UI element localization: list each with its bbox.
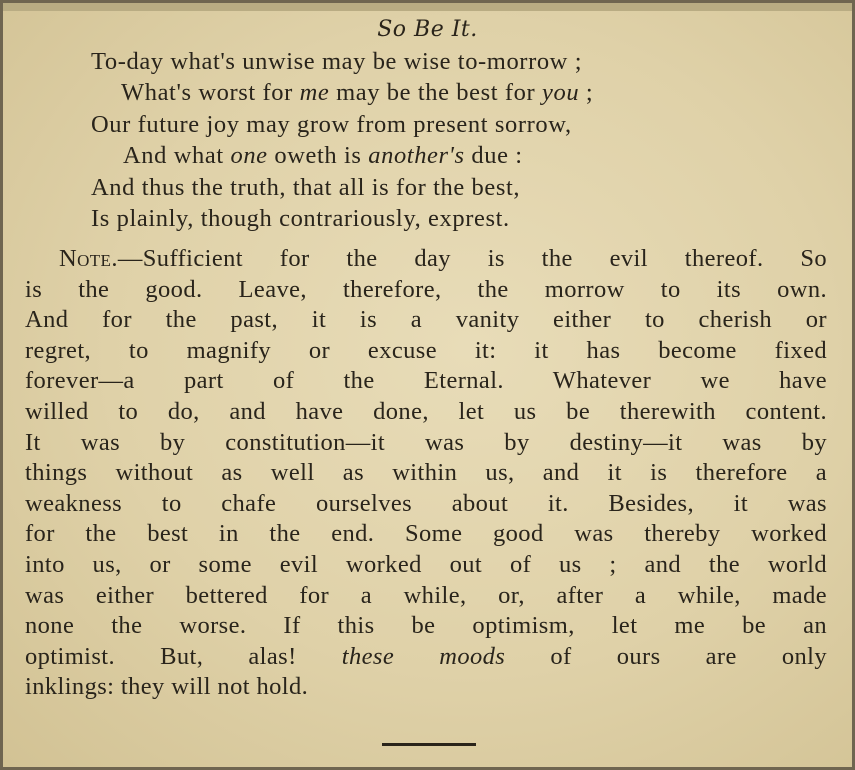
note-line: forever—a part of the Eternal. Whatever we have — [25, 367, 827, 395]
torn-top-edge — [3, 3, 852, 11]
note-line: It was by constitution—it was by destiny—it was by — [25, 428, 827, 456]
poem-line: Is plainly, though contrariously, exprest. — [91, 205, 510, 232]
note-line: into us, or some evil worked out of us ; and the world — [25, 550, 827, 578]
closing-rule — [382, 743, 476, 746]
note-line: And for the past, it is a vanity either to cherish or — [25, 306, 827, 334]
poem-line: Our future joy may grow from present sorrow, — [91, 111, 572, 138]
note-line: for the best in the end. Some good was thereby worked — [25, 520, 827, 548]
note-line: willed to do, and have done, let us be therewith content. — [25, 397, 827, 425]
poem-line: What's worst for me may be the best for you ; — [121, 79, 594, 106]
poem-line: And thus the truth, that all is for the best, — [91, 174, 521, 201]
poem-title: So Be It. — [377, 17, 478, 42]
poem-line: To-day what's unwise may be wise to-morrow ; — [91, 48, 583, 75]
note-line: inklings: they will not hold. — [25, 673, 309, 701]
note-label: Note. — [59, 245, 118, 272]
note-line: none the worse. If this be optimism, let me be an — [25, 612, 827, 640]
italic-phrase: these moods — [341, 642, 506, 670]
note-line: optimist. But, alas! these moods of ours are only — [25, 642, 828, 670]
note-line: Note.—Sufficient for the day is the evil thereof. So — [59, 245, 827, 272]
note-line: was either bettered for a while, or, after a while, made — [25, 581, 827, 609]
poem-line: And what one oweth is another's due : — [123, 142, 523, 169]
note-line: things without as well as within us, and it is therefore a — [25, 459, 827, 487]
note-line: regret, to magnify or excuse it: it has become fixed — [25, 336, 827, 364]
note-line: weakness to chafe ourselves about it. Besides, it was — [25, 489, 827, 517]
note-line: is the good. Leave, therefore, the morrow to its own. — [25, 275, 827, 303]
note-paragraph — [25, 244, 827, 703]
